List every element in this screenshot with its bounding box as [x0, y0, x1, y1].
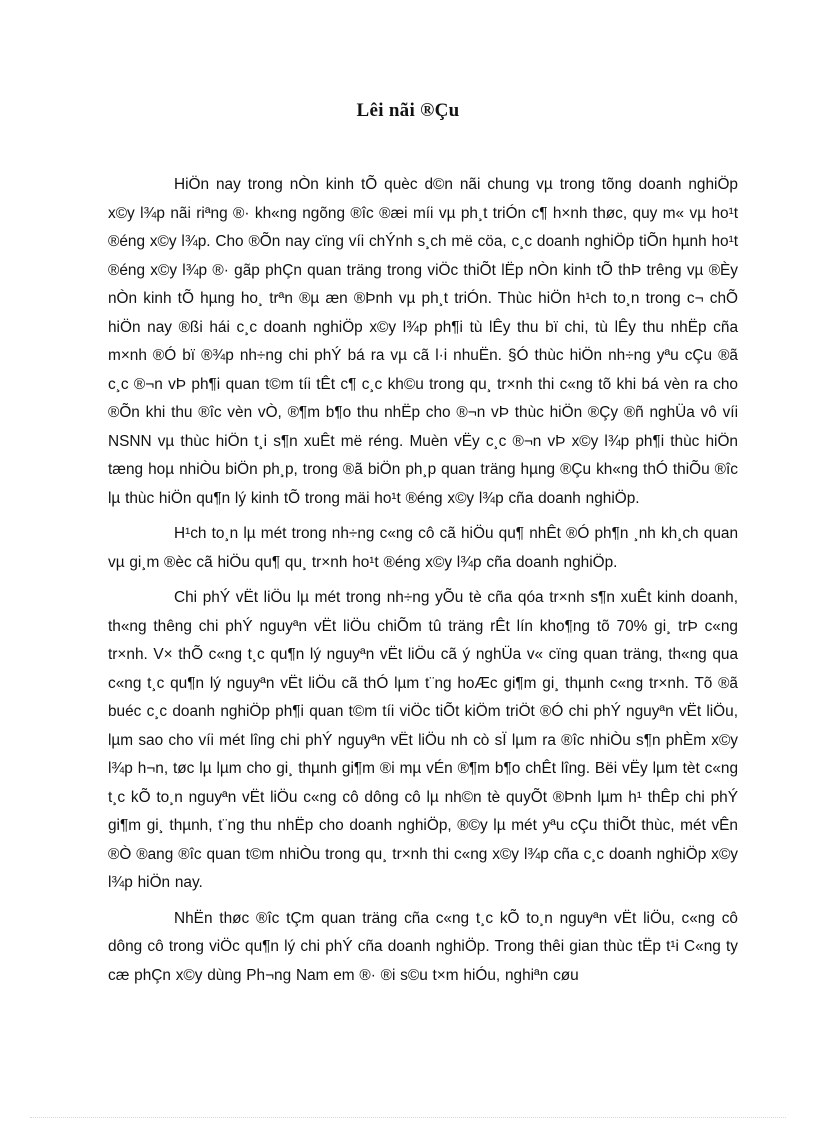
page-bottom-divider: [30, 1117, 786, 1118]
page-title: Lêi nãi ®Çu: [356, 100, 460, 121]
paragraph-4: NhËn thøc ®îc tÇm quan träng cña c«ng t¸c kÕ to¸n nguyªn vËt liÖu, c«ng cô dông cô trong viÖc qu¶n lý chi phÝ cña doanh nghiÖp. Trong thêi gian thùc tËp t¹i C«ng ty cæ phÇn x©y dùng Ph¬ng Nam em ®· ®i s©u t×m hiÓu, nghiªn cøu: [108, 909, 738, 984]
paragraph-2: H¹ch to¸n lµ mét trong nh÷ng c«ng cô cã hiÖu qu¶ nhÊt ®Ó ph¶n ¸nh kh¸ch quan vµ gi¸m ®èc cã hiÖu qu¶ qu¸ tr×nh ho¹t ®éng x©y l¾p cña doanh nghiÖp.: [108, 525, 738, 571]
paragraph-1: HiÖn nay trong nÒn kinh tÕ quèc d©n nãi chung vµ trong tõng doanh nghiÖp x©y l¾p nãi riªng ®· kh«ng ngõng ®îc ®æi míi vµ ph¸t triÓn c¶ h×nh thøc, quy m« vµ ho¹t ®éng x©y l¾p. Cho ®Õn nay cïng víi chÝnh s¸ch më cöa, c¸c doanh nghiÖp tiÕn hµnh ho¹t ®éng x©y l¾p ®· gãp phÇn quan träng trong viÖc thiÕt lËp nÒn kinh tÕ thÞ trêng vµ ®Èy nÒn kinh tÕ hµng ho¸ trªn ®µ æn ®Þnh vµ ph¸t triÓn. Thùc hiÖn h¹ch to¸n trong c¬ chÕ hiÖn nay ®ßi hái c¸c doanh nghiÖp x©y l¾p ph¶i tù lÊy thu bï chi, tù lÊy thu nhËp cña m×nh ®Ó bï ®¾p nh÷ng chi phÝ bá ra vµ cã l·i nhuËn. §Ó thùc hiÖn nh÷ng yªu cÇu ®ã c¸c ®¬n vÞ ph¶i quan t©m tíi tÊt c¶ c¸c kh©u trong qu¸ tr×nh thi c«ng tõ khi bá vèn ra cho ®Õn khi thu ®îc vèn vÒ, ®¶m b¶o thu nhËp cho ®¬n vÞ thùc hiÖn ®Çy ®ñ nghÜa vô víi NSNN vµ thùc hiÖn t¸i s¶n xuÊt më réng. Muèn vËy c¸c ®¬n vÞ x©y l¾p ph¶i thùc hiÖn tæng hoµ nhiÒu biÖn ph¸p, trong ®ã biÖn ph¸p quan träng hµng ®Çu kh«ng thÓ thiÕu ®îc lµ thùc hiÖn qu¶n lý kinh tÕ trong mäi ho¹t ®éng x©y l¾p cña doanh nghiÖp.: [108, 176, 738, 507]
paragraph-3: Chi phÝ vËt liÖu lµ mét trong nh÷ng yÕu tè cña qóa tr×nh s¶n xuÊt kinh doanh, th«ng thêng chi phÝ nguyªn vËt liÖu chiÕm tû träng rÊt lín kho¶ng tõ 70% gi¸ trÞ c«ng tr×nh. V× thÕ c«ng t¸c qu¶n lý nguyªn vËt liÖu cã ý nghÜa v« cïng quan träng, th«ng qua c«ng t¸c qu¶n lý nguyªn vËt liÖu cã thÓ lµm t¨ng hoÆc gi¶m gi¸ thµnh c«ng tr×nh. Tõ ®ã buéc c¸c doanh nghiÖp ph¶i quan t©m tíi viÖc tiÕt kiÖm triÖt ®Ó chi phÝ nguyªn vËt liÖu, lµm sao cho víi mét lîng chi phÝ nguyªn vËt liÖu nh cò sÏ lµm ra ®îc nhiÒu s¶n phÈm x©y l¾p h¬n, tøc lµ lµm cho gi¸ thµnh gi¶m ®i mµ vÉn ®¶m b¶o chÊt lîng. Bëi vËy lµm tèt c«ng t¸c kÕ to¸n nguyªn vËt liÖu c«ng cô dông cô lµ nh©n tè quyÕt ®Þnh lµm h¹ thÊp chi phÝ gi¶m gi¸ thµnh, t¨ng thu nhËp cho doanh nghiÖp, ®©y lµ mét yªu cÇu thiÕt thùc, mét vÊn ®Ò ®ang ®îc quan t©m nhiÒu trong qu¸ tr×nh thi c«ng x©y l¾p cña c¸c doanh nghiÖp x©y l¾p hiÖn nay.: [108, 589, 738, 891]
document-body: [108, 171, 738, 997]
